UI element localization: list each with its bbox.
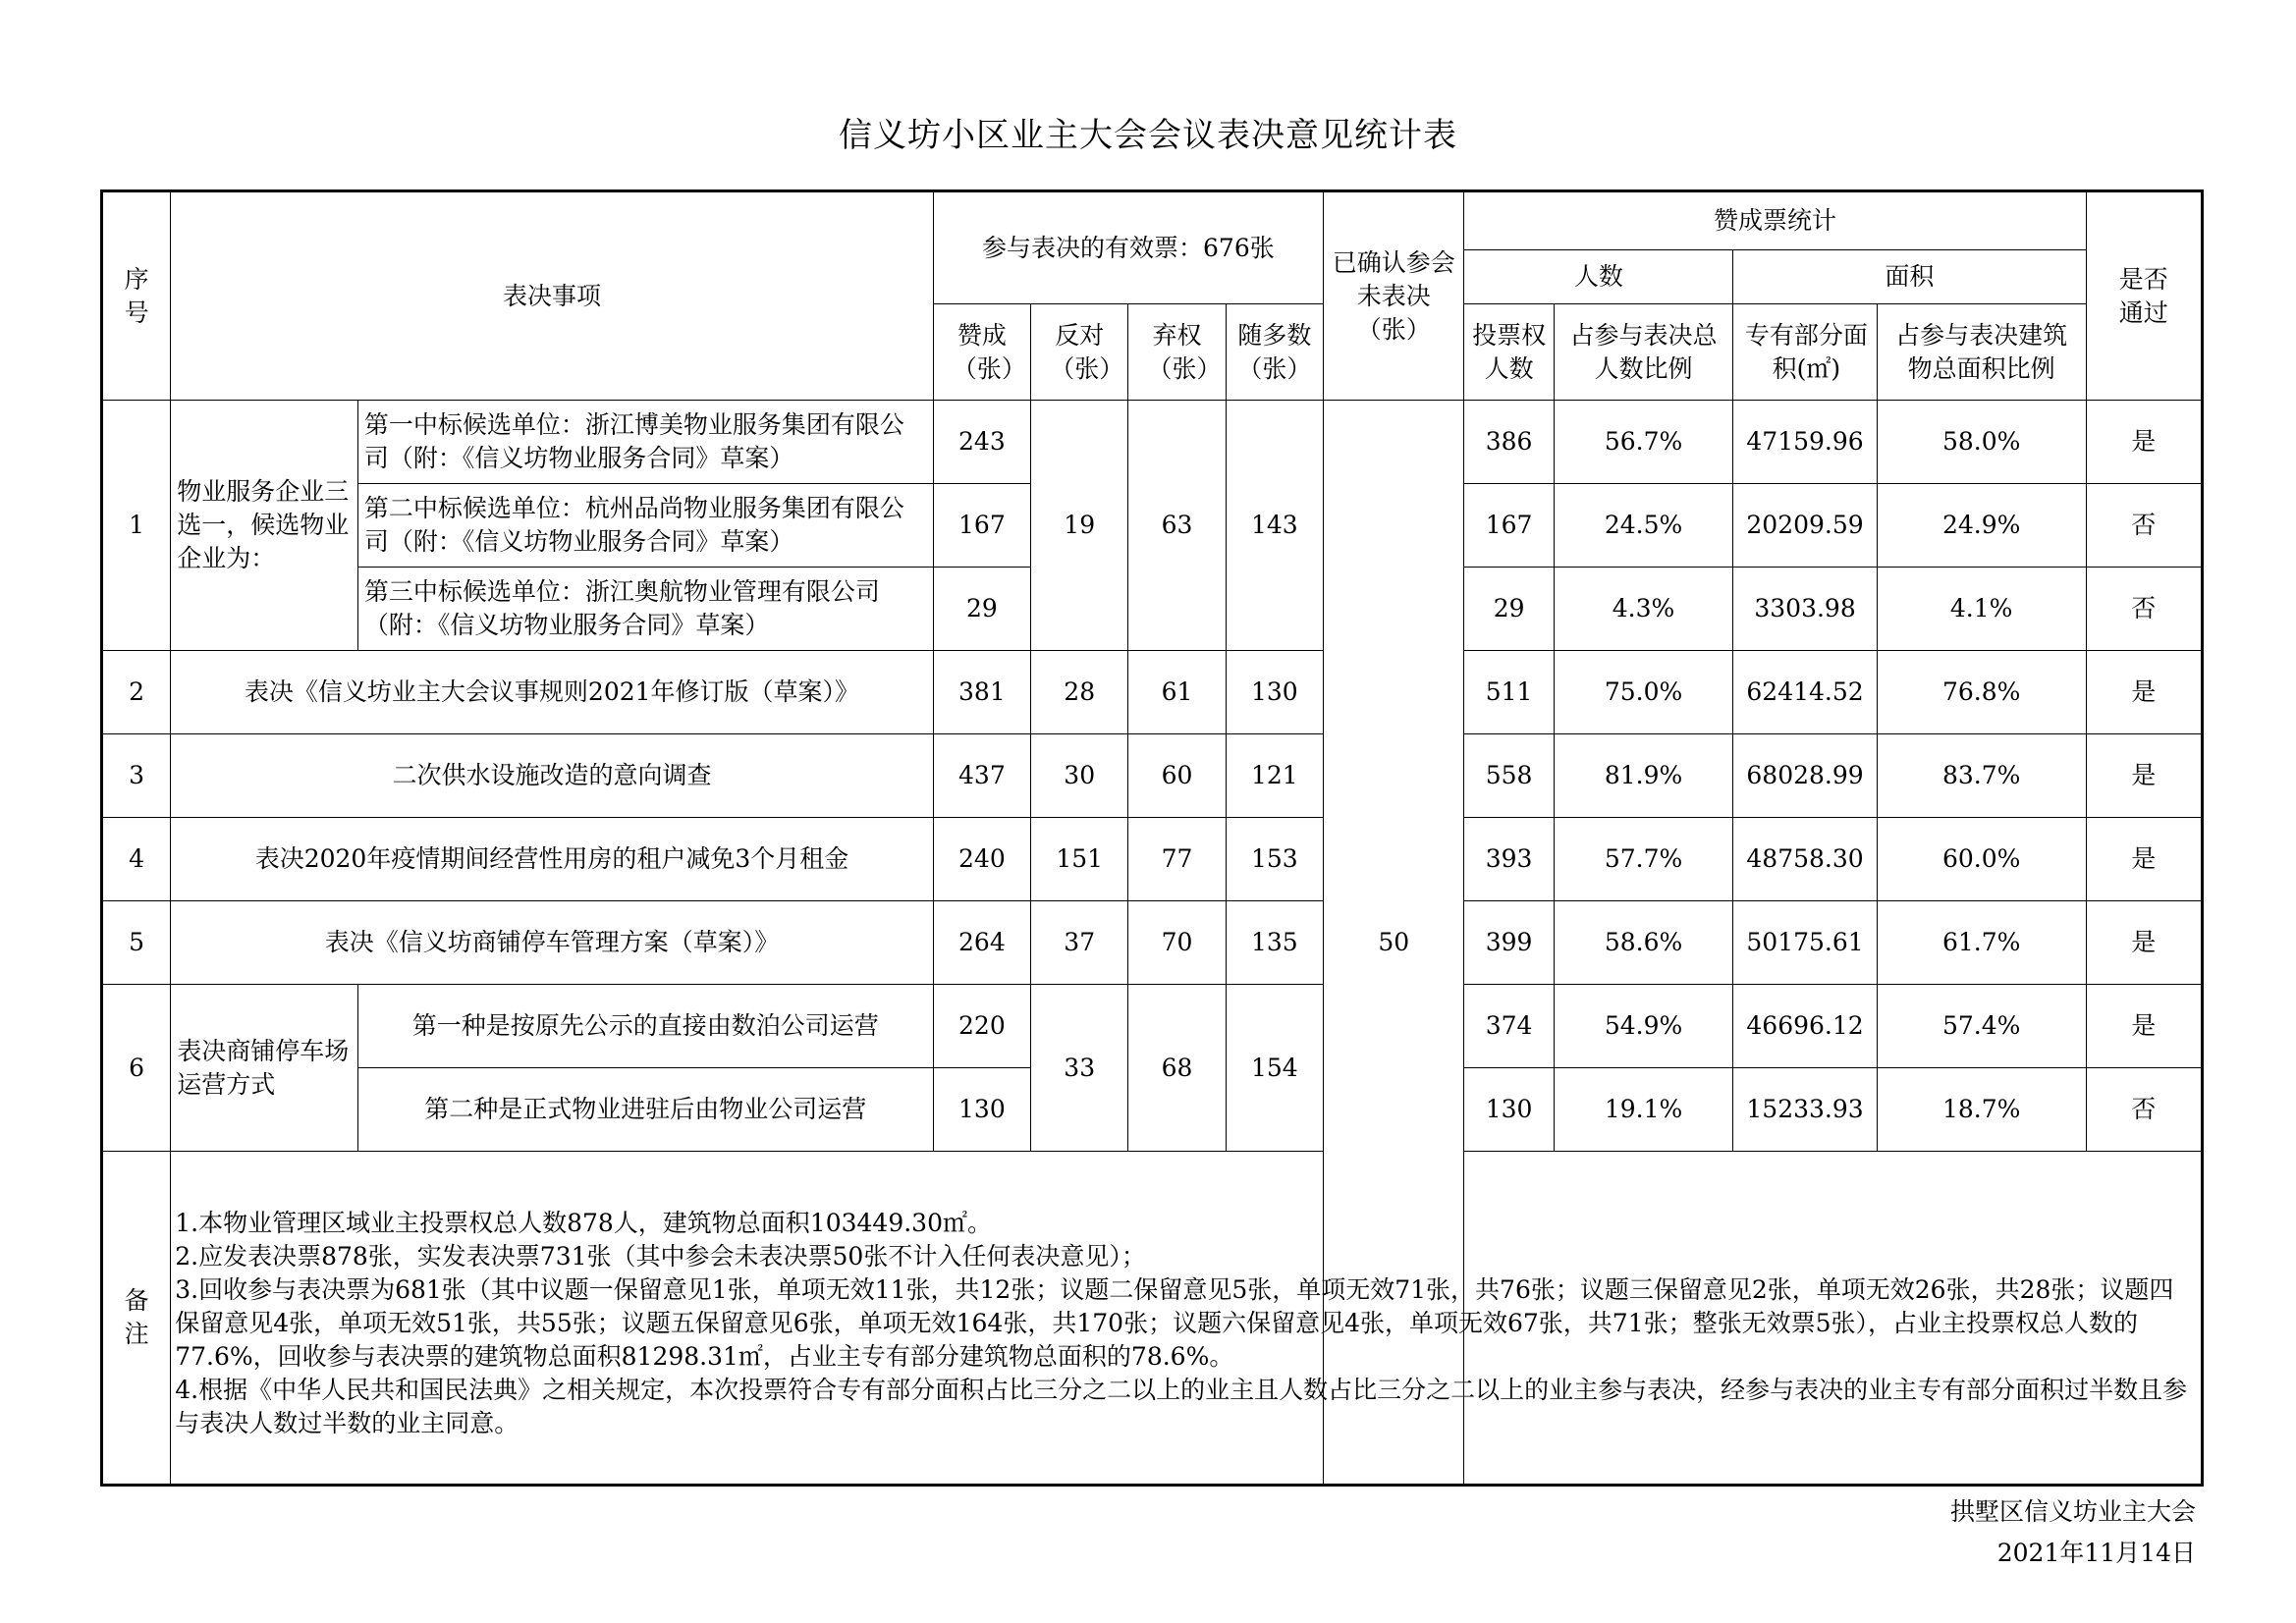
- matter-cell: 第三中标候选单位：浙江奥航物业管理有限公司（附：《信义坊物业服务合同》草案）: [357, 568, 933, 651]
- vote-statistics-table: [100, 189, 2204, 1487]
- footer-date: 2021年11月14日: [1996, 1539, 2196, 1567]
- header-abstain: 弃权（张）: [1128, 304, 1226, 401]
- note-line: 4.根据《中华人民共和国民法典》之相关规定，本次投票符合专有部分面积占比三分之二以上的业主且人数占比三分之二以上的业主参与表决，经参与表决的业主专有部分面积过半数且参与表决人数过半数的业主同意。: [175, 1376, 2188, 1437]
- follow-cell: 135: [1226, 901, 1323, 985]
- oppose-cell: 37: [1031, 901, 1128, 985]
- pass-cell: 是: [2086, 401, 2203, 484]
- header-row-1: [102, 191, 2203, 250]
- area-cell: 47159.96: [1733, 401, 1877, 484]
- voters-cell: 511: [1464, 651, 1554, 734]
- notes-label: 备注: [102, 1152, 171, 1486]
- seq-cell: 3: [102, 734, 171, 818]
- area-ratio-cell: 24.9%: [1877, 484, 2086, 568]
- people-ratio-cell: 58.6%: [1554, 901, 1733, 985]
- abstain-cell: 61: [1128, 651, 1226, 734]
- pass-cell: 否: [2086, 484, 2203, 568]
- matter-cell: 第一种是按原先公示的直接由数泊公司运营: [357, 985, 933, 1068]
- voters-cell: 374: [1464, 985, 1554, 1068]
- area-cell: 3303.98: [1733, 568, 1877, 651]
- voters-cell: 558: [1464, 734, 1554, 818]
- oppose-cell: 28: [1031, 651, 1128, 734]
- matter-cell: 第二种是正式物业进驻后由物业公司运营: [357, 1068, 933, 1152]
- people-ratio-cell: 57.7%: [1554, 818, 1733, 901]
- area-cell: 46696.12: [1733, 985, 1877, 1068]
- people-ratio-cell: 56.7%: [1554, 401, 1733, 484]
- note-line: 2.应发表决票878张，实发表决票731张（其中参会未表决票50张不计入任何表决意见）；: [175, 1242, 1146, 1271]
- follow-cell: 143: [1226, 401, 1323, 651]
- pass-cell: 是: [2086, 901, 2203, 985]
- table-row: [102, 734, 2203, 818]
- area-cell: 20209.59: [1733, 484, 1877, 568]
- pass-cell: 是: [2086, 985, 2203, 1068]
- seq-cell: 1: [102, 401, 171, 651]
- approve-cell: 220: [933, 985, 1030, 1068]
- abstain-cell: 60: [1128, 734, 1226, 818]
- header-valid-votes: 参与表决的有效票：676张: [933, 191, 1323, 304]
- area-cell: 48758.30: [1733, 818, 1877, 901]
- approve-cell: 240: [933, 818, 1030, 901]
- area-cell: 62414.52: [1733, 651, 1877, 734]
- voters-cell: 167: [1464, 484, 1554, 568]
- matter-cell: 表决《信义坊商铺停车管理方案（草案）》: [171, 901, 934, 985]
- header-area-ratio: 占参与表决建筑物总面积比例: [1877, 304, 2086, 401]
- pass-cell: 是: [2086, 651, 2203, 734]
- people-ratio-cell: 81.9%: [1554, 734, 1733, 818]
- people-ratio-cell: 75.0%: [1554, 651, 1733, 734]
- notes-row: [102, 1152, 2203, 1486]
- approve-cell: 243: [933, 401, 1030, 484]
- people-ratio-cell: 24.5%: [1554, 484, 1733, 568]
- people-ratio-cell: 54.9%: [1554, 985, 1733, 1068]
- approve-cell: 437: [933, 734, 1030, 818]
- area-ratio-cell: 60.0%: [1877, 818, 2086, 901]
- voters-cell: 29: [1464, 568, 1554, 651]
- approve-cell: 167: [933, 484, 1030, 568]
- pass-cell: 否: [2086, 1068, 2203, 1152]
- oppose-cell: 151: [1031, 818, 1128, 901]
- oppose-cell: 30: [1031, 734, 1128, 818]
- people-ratio-cell: 4.3%: [1554, 568, 1733, 651]
- follow-cell: 130: [1226, 651, 1323, 734]
- area-cell: 15233.93: [1733, 1068, 1877, 1152]
- note-line: 1.本物业管理区域业主投票权总人数878人，建筑物总面积103449.30㎡。: [175, 1209, 992, 1237]
- matter-cell: 表决《信义坊业主大会议事规则2021年修订版（草案）》: [171, 651, 934, 734]
- seq-cell: 2: [102, 651, 171, 734]
- abstain-cell: 70: [1128, 901, 1226, 985]
- notes-content: [171, 1152, 2203, 1486]
- people-ratio-cell: 19.1%: [1554, 1068, 1733, 1152]
- header-matter: 表决事项: [171, 191, 934, 401]
- voters-cell: 393: [1464, 818, 1554, 901]
- matter-cell: 表决2020年疫情期间经营性用房的租户减免3个月租金: [171, 818, 934, 901]
- area-ratio-cell: 61.7%: [1877, 901, 2086, 985]
- table-row: [102, 818, 2203, 901]
- abstain-cell: 77: [1128, 818, 1226, 901]
- table-row: [102, 985, 2203, 1068]
- matter-cell: 第一中标候选单位：浙江博美物业服务集团有限公司（附：《信义坊物业服务合同》草案）: [357, 401, 933, 484]
- voters-cell: 130: [1464, 1068, 1554, 1152]
- seq-cell: 5: [102, 901, 171, 985]
- seq-cell: 6: [102, 985, 171, 1152]
- area-cell: 50175.61: [1733, 901, 1877, 985]
- follow-cell: 154: [1226, 985, 1323, 1152]
- abstain-cell: 63: [1128, 401, 1226, 651]
- header-seq: 序号: [102, 191, 171, 401]
- matter-cell: 二次供水设施改造的意向调查: [171, 734, 934, 818]
- approve-cell: 130: [933, 1068, 1030, 1152]
- pass-cell: 否: [2086, 568, 2203, 651]
- footer-org: 拱墅区信义坊业主大会: [1949, 1497, 2196, 1526]
- area-ratio-cell: 83.7%: [1877, 734, 2086, 818]
- area-ratio-cell: 76.8%: [1877, 651, 2086, 734]
- voters-cell: 399: [1464, 901, 1554, 985]
- follow-cell: 153: [1226, 818, 1323, 901]
- header-people: 人数: [1464, 250, 1733, 304]
- header-follow: 随多数（张）: [1226, 304, 1323, 401]
- group-cell: 物业服务企业三选一，候选物业企业为：: [171, 401, 358, 651]
- header-people-ratio: 占参与表决总人数比例: [1554, 304, 1733, 401]
- matter-cell: 第二中标候选单位：杭州品尚物业服务集团有限公司（附：《信义坊物业服务合同》草案）: [357, 484, 933, 568]
- approve-cell: 381: [933, 651, 1030, 734]
- table-row: [102, 901, 2203, 985]
- table-row: [102, 651, 2203, 734]
- approve-cell: 264: [933, 901, 1030, 985]
- header-approve-stats: 赞成票统计: [1464, 191, 2086, 250]
- follow-cell: 121: [1226, 734, 1323, 818]
- area-ratio-cell: 58.0%: [1877, 401, 2086, 484]
- oppose-cell: 33: [1031, 985, 1128, 1152]
- area-ratio-cell: 57.4%: [1877, 985, 2086, 1068]
- table-row: [102, 401, 2203, 484]
- group-cell: 表决商铺停车场运营方式: [171, 985, 358, 1152]
- header-confirmed: 已确认参会未表决（张）: [1324, 191, 1464, 401]
- header-pass: 是否通过: [2086, 191, 2203, 401]
- area-ratio-cell: 18.7%: [1877, 1068, 2086, 1152]
- header-voter-count: 投票权人数: [1464, 304, 1554, 401]
- note-line: 3.回收参与表决票为681张（其中议题一保留意见1张，单项无效11张，共12张；议题二保留意见5张，单项无效71张，共76张；议题三保留意见2张，单项无效26张，共28张；议题四保留意见4张，单项无效51张，共55张；议题五保留意见6张，单项无效164张，共170张；议题六保留意见4张，单项无效67张，共71张；整张无效票5张），占业主投票权总人数的77.6%，回收参与表决票的建筑物总面积81298.31㎡，占业主专有部分建筑物总面积的78.6%。: [175, 1275, 2174, 1371]
- header-oppose: 反对（张）: [1031, 304, 1128, 401]
- voters-cell: 386: [1464, 401, 1554, 484]
- area-cell: 68028.99: [1733, 734, 1877, 818]
- oppose-cell: 19: [1031, 401, 1128, 651]
- area-ratio-cell: 4.1%: [1877, 568, 2086, 651]
- header-area: 面积: [1733, 250, 2086, 304]
- header-approve: 赞成（张）: [933, 304, 1030, 401]
- confirmed-cell: 50: [1324, 401, 1464, 1486]
- abstain-cell: 68: [1128, 985, 1226, 1152]
- approve-cell: 29: [933, 568, 1030, 651]
- pass-cell: 是: [2086, 734, 2203, 818]
- seq-cell: 4: [102, 818, 171, 901]
- header-exclusive-area: 专有部分面积(㎡): [1733, 304, 1877, 401]
- page-title: 信义坊小区业主大会会议表决意见统计表: [839, 116, 1457, 155]
- pass-cell: 是: [2086, 818, 2203, 901]
